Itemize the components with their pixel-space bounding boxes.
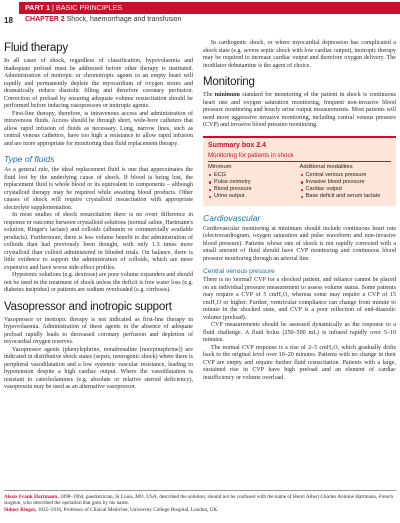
part-label: PART 1: [25, 3, 51, 12]
fluid-therapy-paragraph: In all cases of shock, regardless of classification, hypovolaemia and inadequate preload must be addressed before other therapy is instituted. Administration of inotropic or chronotropic agents to an empty heart will rapidly and permanently deplete the myocardium of oxygen stores and dramatically reduce diastolic filling and therefore coronary perfusion. Correction of preload by ensuring adequate volume resuscitation should be performed before inducing vasopressors or inotropic agents.: [4, 58, 193, 109]
summary-list-item: Base deficit and serum lactate: [300, 193, 392, 200]
vasopressor-paragraph: Vasopressor or inotropic therapy is not indicated as first-line therapy in hypovolaemia. Administration of these agents in the absence of adequate preload rapidly leads to decreased coronary perfusion and depletion of myocardial oxygen reserves.: [4, 316, 193, 345]
types-of-fluids-paragraph: As a general rule, the ideal replacement fluid is one that approximates the fluid lost by the underlying cause of shock. If blood is being lost, the replacement fluid is whole blood or its equivalent in components – although crystalloid therapy may be required while awaiting blood products. Other causes of shock will require crystalloid resuscitation with appropriate electrolyte supplementation.: [4, 167, 193, 211]
summary-list-item: ECG: [208, 172, 300, 179]
types-of-fluids-heading: Type of fluids: [4, 154, 55, 164]
chapter-title: Shock, haemorrhage and transfusion: [66, 16, 182, 23]
summary-list-item: Pulse oximetry: [208, 179, 300, 186]
part-title: | BASIC PRINCIPLES: [52, 3, 123, 12]
monitoring-heading: Monitoring: [203, 76, 255, 88]
summary-list-item: Cardiac output: [300, 186, 392, 193]
inotropic-paragraph: In cardiogenic shock, or where myocardial depression has complicated a shock state (e.g. severe septic shock with low cardiac output), inotropic therapy may be required to increase cardiac output and therefore oxygen delivery. The inodilator dobutamine is the agent of choice.: [203, 40, 396, 69]
summary-box-title: Summary box 2.4: [208, 141, 266, 149]
vasopressor-heading: Vasopressor and inotropic support: [4, 300, 172, 313]
types-of-fluids-paragraph: In most studies of shock resuscitation there is no overt difference in response or outcome between crystalloid solutions (normal saline, Hartmann's solution, Ringer's lactate) and colloids (albumin or commercially available products). Furthermore, there is less volume benefit to the administration of colloids than had previously been thought, with only 1.3 times more crystalloid than colloid administered in blinded trials. On balance, there is little evidence to support the administration of colloids, which are more expensive and have worse side-effect profiles.: [4, 212, 194, 271]
chapter-label: CHAPTER 2: [25, 16, 65, 23]
part-heading: [25, 3, 122, 12]
right-column: [203, 40, 396, 382]
footnote: [4, 494, 396, 507]
fluid-therapy-paragraph: First-line therapy, therefore, is intravenous access and administration of intravenous fluids. Access should be through short, wide-bore catheters that allow rapid infusion of fluids as necessary. Long, narrow lines, such as central venous catheters, have too high a resistance to allow rapid infusion and are more appropriate for monitoring than fluid replacement therapy.: [4, 110, 193, 147]
cardiovascular-heading: Cardiovascular: [203, 212, 261, 223]
types-of-fluids-paragraph: Hypotonic solutions (e.g. dextrose) are poor volume expanders and should not be used in the treatment of shock unless the deficit is free water loss (e.g. diabetes insipidus) or patients are sodium overloaded (e.g. cirrhosis).: [4, 272, 193, 293]
monitoring-text: standard for monitoring of the patient in shock is continuous heart rate and oxygen saturation monitoring, frequent non-invasive blood pressure monitoring and hourly urine output measurements. Most patients will need more aggressive invasive monitoring, including central venous pressure (CVP) and invasive blood pressure monitoring.: [203, 92, 397, 128]
page-number: 18: [4, 16, 13, 25]
summary-box-columns: [208, 164, 391, 201]
summary-minimum-heading: Minimum: [208, 163, 232, 170]
summary-box-caption: Monitoring for patients in shock: [208, 152, 391, 162]
summary-list-item: Blood pressure: [208, 186, 300, 193]
footnote-name: Alexis Frank Hartmann,: [4, 494, 59, 500]
summary-additional-column: [300, 164, 392, 201]
cardiovascular-paragraph: Cardiovascular monitoring at minimum should include continuous heart rate (electrocardiogram, oxygen saturation and pulse waveform and non-invasive blood pressure). Patients whose rate of shock is not rapidly corrected with a small amount of fluid should have CVP monitoring and continuous blood pressure monitoring through an arterial line.: [203, 225, 396, 262]
footnote-text: 1898–1964, paediatrician, St Louis, MO, USA, described the solution; should not be confused with the name of Henri Albert Charles Antoine Hartmann, French surgeon, who described the operation that goes by his name.: [4, 494, 394, 507]
page-header: [0, 0, 400, 32]
footnote: [4, 507, 396, 513]
left-column: [4, 40, 193, 392]
footnote-name: Sidney Ringer,: [4, 506, 37, 513]
cvp-paragraph: CVP measurements should be assessed dynamically as the response to a fluid challenge. A fluid bolus (250–500 mL) is infused rapidly over 5–10 minutes.: [203, 322, 396, 344]
summary-additional-heading: Additional modalities: [299, 163, 353, 170]
vasopressor-paragraph: Vasopressor agents (phenylephrine, noradrenaline [norepinephrine]) are indicated in distributive shock states (sepsis, neurogenic shock) where there is peripheral vasodilatation and a low systemic vascular resistance, leading to hypotension despite a high cardiac output. Where the vasodilatation is resistant to catecholamines (e.g. absolute or relative steroid deficiency), vasopressin may be used as an alternative vasopressor.: [4, 346, 193, 390]
fluid-therapy-heading: Fluid therapy: [4, 42, 68, 54]
summary-list-item: Central venous pressure: [300, 172, 392, 179]
monitoring-paragraph: [203, 92, 396, 130]
chapter-heading: [25, 16, 181, 23]
summary-minimum-column: [208, 164, 300, 201]
monitoring-text: The: [203, 92, 213, 98]
monitoring-emphasis: minimum: [214, 92, 240, 98]
summary-box: [203, 136, 396, 206]
cvp-paragraph: There is no 'normal' CVP for a shocked patient, and reliance cannot be placed on an individual pressure measurement to assess volume status. Some patients may require a CVP of 5 cmH₂O, whereas some may require a CVP of 15 cmH₂O or higher. Further, ventricular compliance can change from minute to minute in the shocked state, and CVP is a poor reflection of end-diastolic volume (preload).: [203, 277, 396, 321]
cvp-heading: Central venous pressure: [203, 268, 275, 276]
footnote-text: 1835–1910, Professor of Clinical Medicine, University College Hospital, London, UK.: [37, 506, 219, 513]
footnotes: [4, 490, 396, 513]
summary-list-item: Urine output: [208, 193, 300, 200]
summary-list-item: Invasive blood pressure: [300, 179, 392, 186]
cvp-paragraph: The normal CVP response is a rise of 2–5 cmH₂O, which gradually drifts back to the original level over 10–20 minutes. Patients with no change in their CVP are empty and require further fluid resuscitation. Patients with a large, sustained rise in CVP have high preload and an element of cardiac insufficiency or volume overload.: [203, 344, 396, 381]
